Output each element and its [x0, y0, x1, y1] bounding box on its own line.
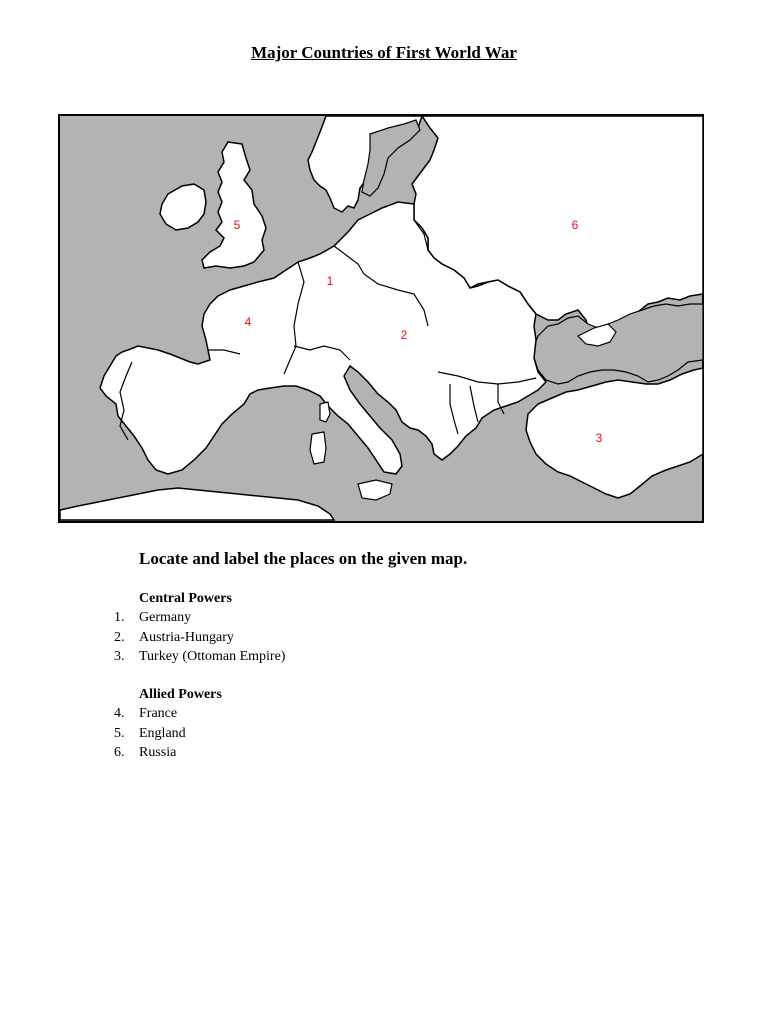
map-label-5: 5: [233, 218, 241, 233]
allied-powers-heading: Allied Powers: [139, 687, 222, 702]
instruction-text: Locate and label the places on the given map.: [139, 549, 468, 568]
list-item-label: France: [139, 706, 178, 721]
list-item-label: Austria-Hungary: [139, 629, 234, 645]
list-item-number: 3.: [114, 649, 125, 664]
page-title: Major Countries of First World War: [251, 43, 517, 62]
central-powers-list: [114, 608, 285, 667]
list-item: [114, 628, 285, 648]
map-label-1: 1: [326, 274, 334, 289]
map-label-2: 2: [400, 328, 408, 343]
allied-powers-list: [114, 704, 186, 763]
sardinia-land: [310, 432, 326, 464]
list-item-label: England: [139, 725, 186, 741]
list-item-label: Russia: [139, 745, 177, 760]
map-svg: [58, 114, 704, 523]
map-label-3: 3: [595, 431, 603, 446]
list-item: [114, 704, 186, 724]
map-label-6: 6: [571, 218, 579, 233]
list-item-label: Turkey (Ottoman Empire): [139, 649, 286, 664]
list-item-label: Germany: [139, 610, 192, 625]
list-item: [114, 647, 285, 667]
list-item-number: 6.: [114, 745, 125, 760]
europe-outline-map: [58, 114, 704, 523]
list-item: [114, 608, 285, 628]
list-item-number: 2.: [114, 629, 125, 645]
list-item: [114, 743, 186, 763]
central-powers-heading: Central Powers: [139, 591, 232, 606]
list-item-number: 1.: [114, 610, 125, 625]
list-item-number: 4.: [114, 706, 125, 721]
list-item: [114, 724, 186, 744]
map-label-4: 4: [244, 315, 252, 330]
list-item-number: 5.: [114, 725, 125, 741]
